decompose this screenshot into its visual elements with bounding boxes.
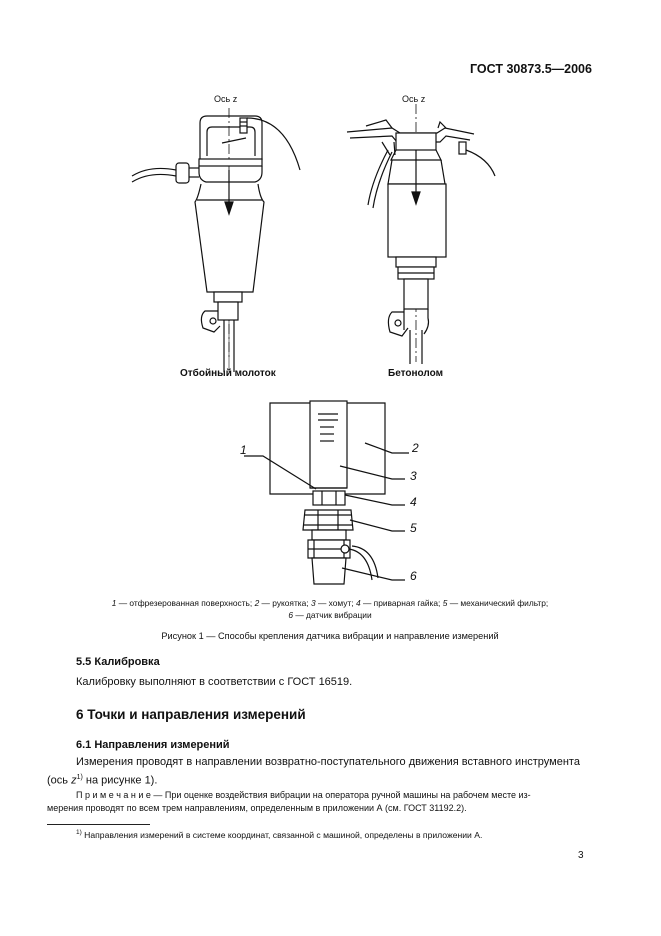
section-6-1-text-line1: Измерения проводят в направлении возвратно-поступательного движения вставного инструмента bbox=[76, 756, 580, 768]
figure-title: Рисунок 1 — Способы крепления датчика вибрации и направление измерений bbox=[161, 631, 499, 641]
section-5-5-heading: 5.5 Калибровка bbox=[76, 656, 160, 668]
note-line2: мерения проводят по всем трем направлениям, определенным в приложении А (см. ГОСТ 31192.2). bbox=[47, 803, 467, 813]
breaker-drawing bbox=[347, 104, 495, 364]
callout-6: 6 bbox=[410, 569, 417, 583]
section-6-1-heading: 6.1 Направления измерений bbox=[76, 739, 230, 751]
jackhammer-drawing bbox=[132, 108, 300, 372]
section-6-heading: 6 Точки и направления измерений bbox=[76, 707, 306, 722]
footnote: $^{1)}$ Направления измерений в системе координат, связанной с машиной, определены в приложении А. bbox=[76, 829, 483, 840]
note-line1: П р и м е ч а н и е — При оценке воздействия вибрации на оператора ручной машины на рабочем месте из- bbox=[76, 790, 531, 800]
page-number: 3 bbox=[578, 850, 584, 861]
callout-5: 5 bbox=[410, 521, 417, 535]
callout-3: 3 bbox=[410, 469, 417, 483]
sensor-mount-detail bbox=[244, 401, 409, 584]
callout-1: 1 bbox=[240, 443, 247, 457]
caption-breaker: Бетонолом bbox=[388, 368, 443, 379]
axis-label-right: Ось z bbox=[402, 94, 426, 104]
callout-4: 4 bbox=[410, 495, 417, 509]
callout-2: 2 bbox=[412, 441, 419, 455]
section-6-1-text-line2: (ось $z^{1)}$ на рисунке 1). bbox=[47, 774, 158, 787]
footnote-divider bbox=[47, 824, 150, 825]
figure-legend: 1 — отфрезерованная поверхность; 2 — рукоятка; 3 — хомут; 4 — приварная гайка; 5 — механический фильтр; 6 — датчик вибрации bbox=[111, 598, 549, 620]
section-5-5-text: Калибровку выполняют в соответствии с ГОСТ 16519. bbox=[76, 676, 353, 688]
document-standard-header: ГОСТ 30873.5—2006 bbox=[470, 62, 592, 76]
caption-jackhammer: Отбойный молоток bbox=[180, 368, 276, 379]
axis-label-left: Ось z bbox=[214, 94, 238, 104]
